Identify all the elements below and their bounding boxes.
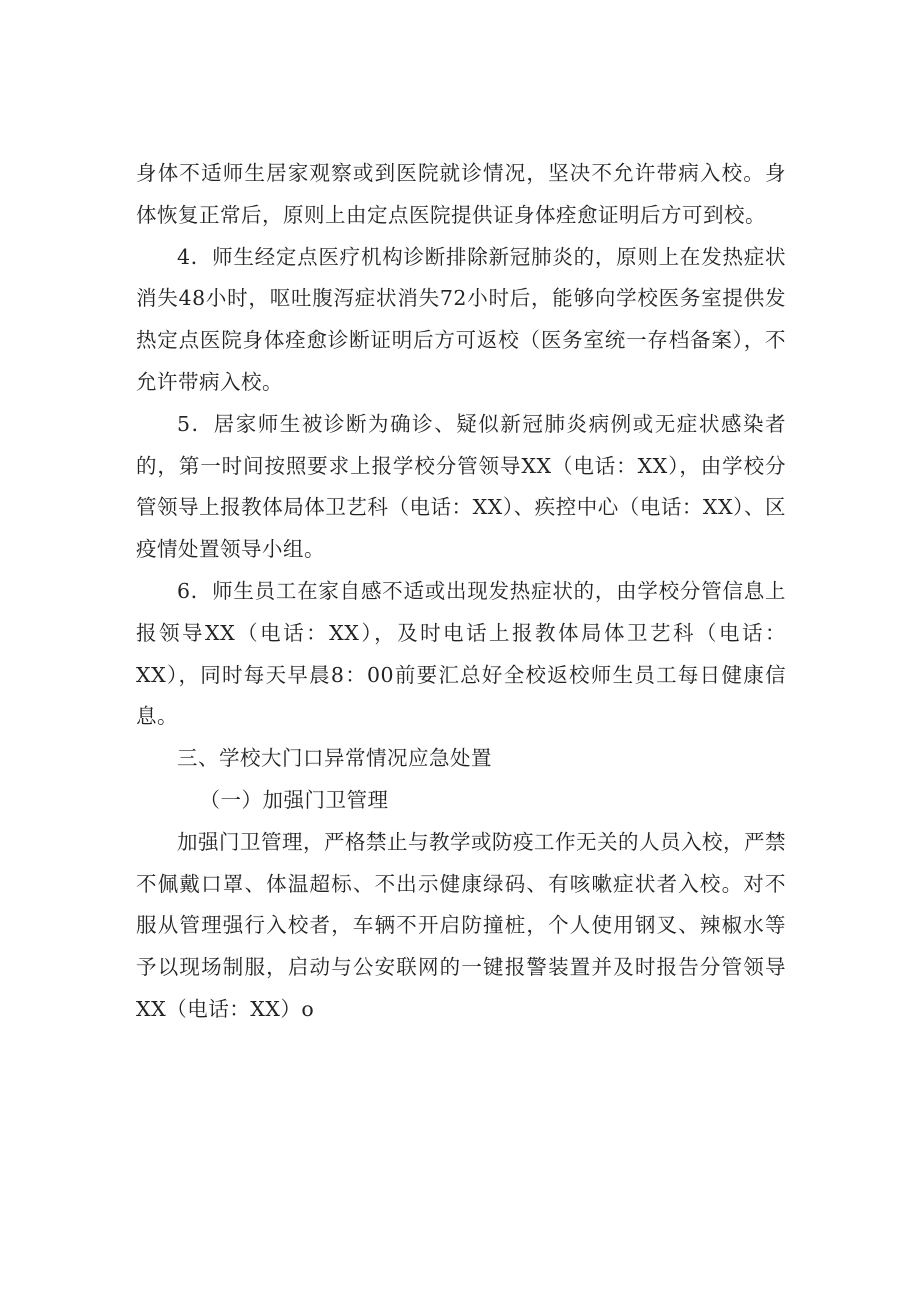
section-heading-3: 三、学校大门口异常情况应急处置 <box>177 746 492 771</box>
document-body <box>136 153 786 1031</box>
paragraph-item-4: 4．师生经定点医疗机构诊断排除新冠肺炎的，原则上在发热症状消失48小时，呕吐腹泻症状消失72小时后，能够向学校医务室提供发热定点医院身体痊愈诊断证明后方可返校（医务室统一存档备案），不允许带病入校。 <box>136 244 786 394</box>
paragraph-gate-management: 加强门卫管理，严格禁止与教学或防疫工作无关的人员入校，严禁不佩戴口罩、体温超标、不出示健康绿码、有咳嗽症状者入校。对不服从管理强行入校者，车辆不开启防撞桩，个人使用钢叉、辣椒水等予以现场制服，启动与公安联网的一键报警装置并及时报告分管领导XX（电话：XX）o <box>136 829 786 1021</box>
paragraph-item-5: 5．居家师生被诊断为确诊、疑似新冠肺炎病例或无症状感染者的，第一时间按照要求上报学校分管领导XX（电话：XX），由学校分管领导上报教体局体卫艺科（电话：XX）、疾控中心（电话：XX）、区疫情处置领导小组。 <box>136 411 786 562</box>
paragraph-health-return: 身体不适师生居家观察或到医院就诊情况，坚决不允许带病入校。身体恢复正常后，原则上由定点医院提供证身体痊愈证明后方可到校。 <box>136 161 786 227</box>
paragraph-item-6: 6．师生员工在家自感不适或出现发热症状的，由学校分管信息上报领导XX（电话：XX），及时电话上报教体局体卫艺科（电话：XX），同时每天早晨8：00前要汇总好全校返校师生员工每日健康信息。 <box>136 578 786 729</box>
subsection-heading-1: （一）加强门卫管理 <box>199 787 389 812</box>
